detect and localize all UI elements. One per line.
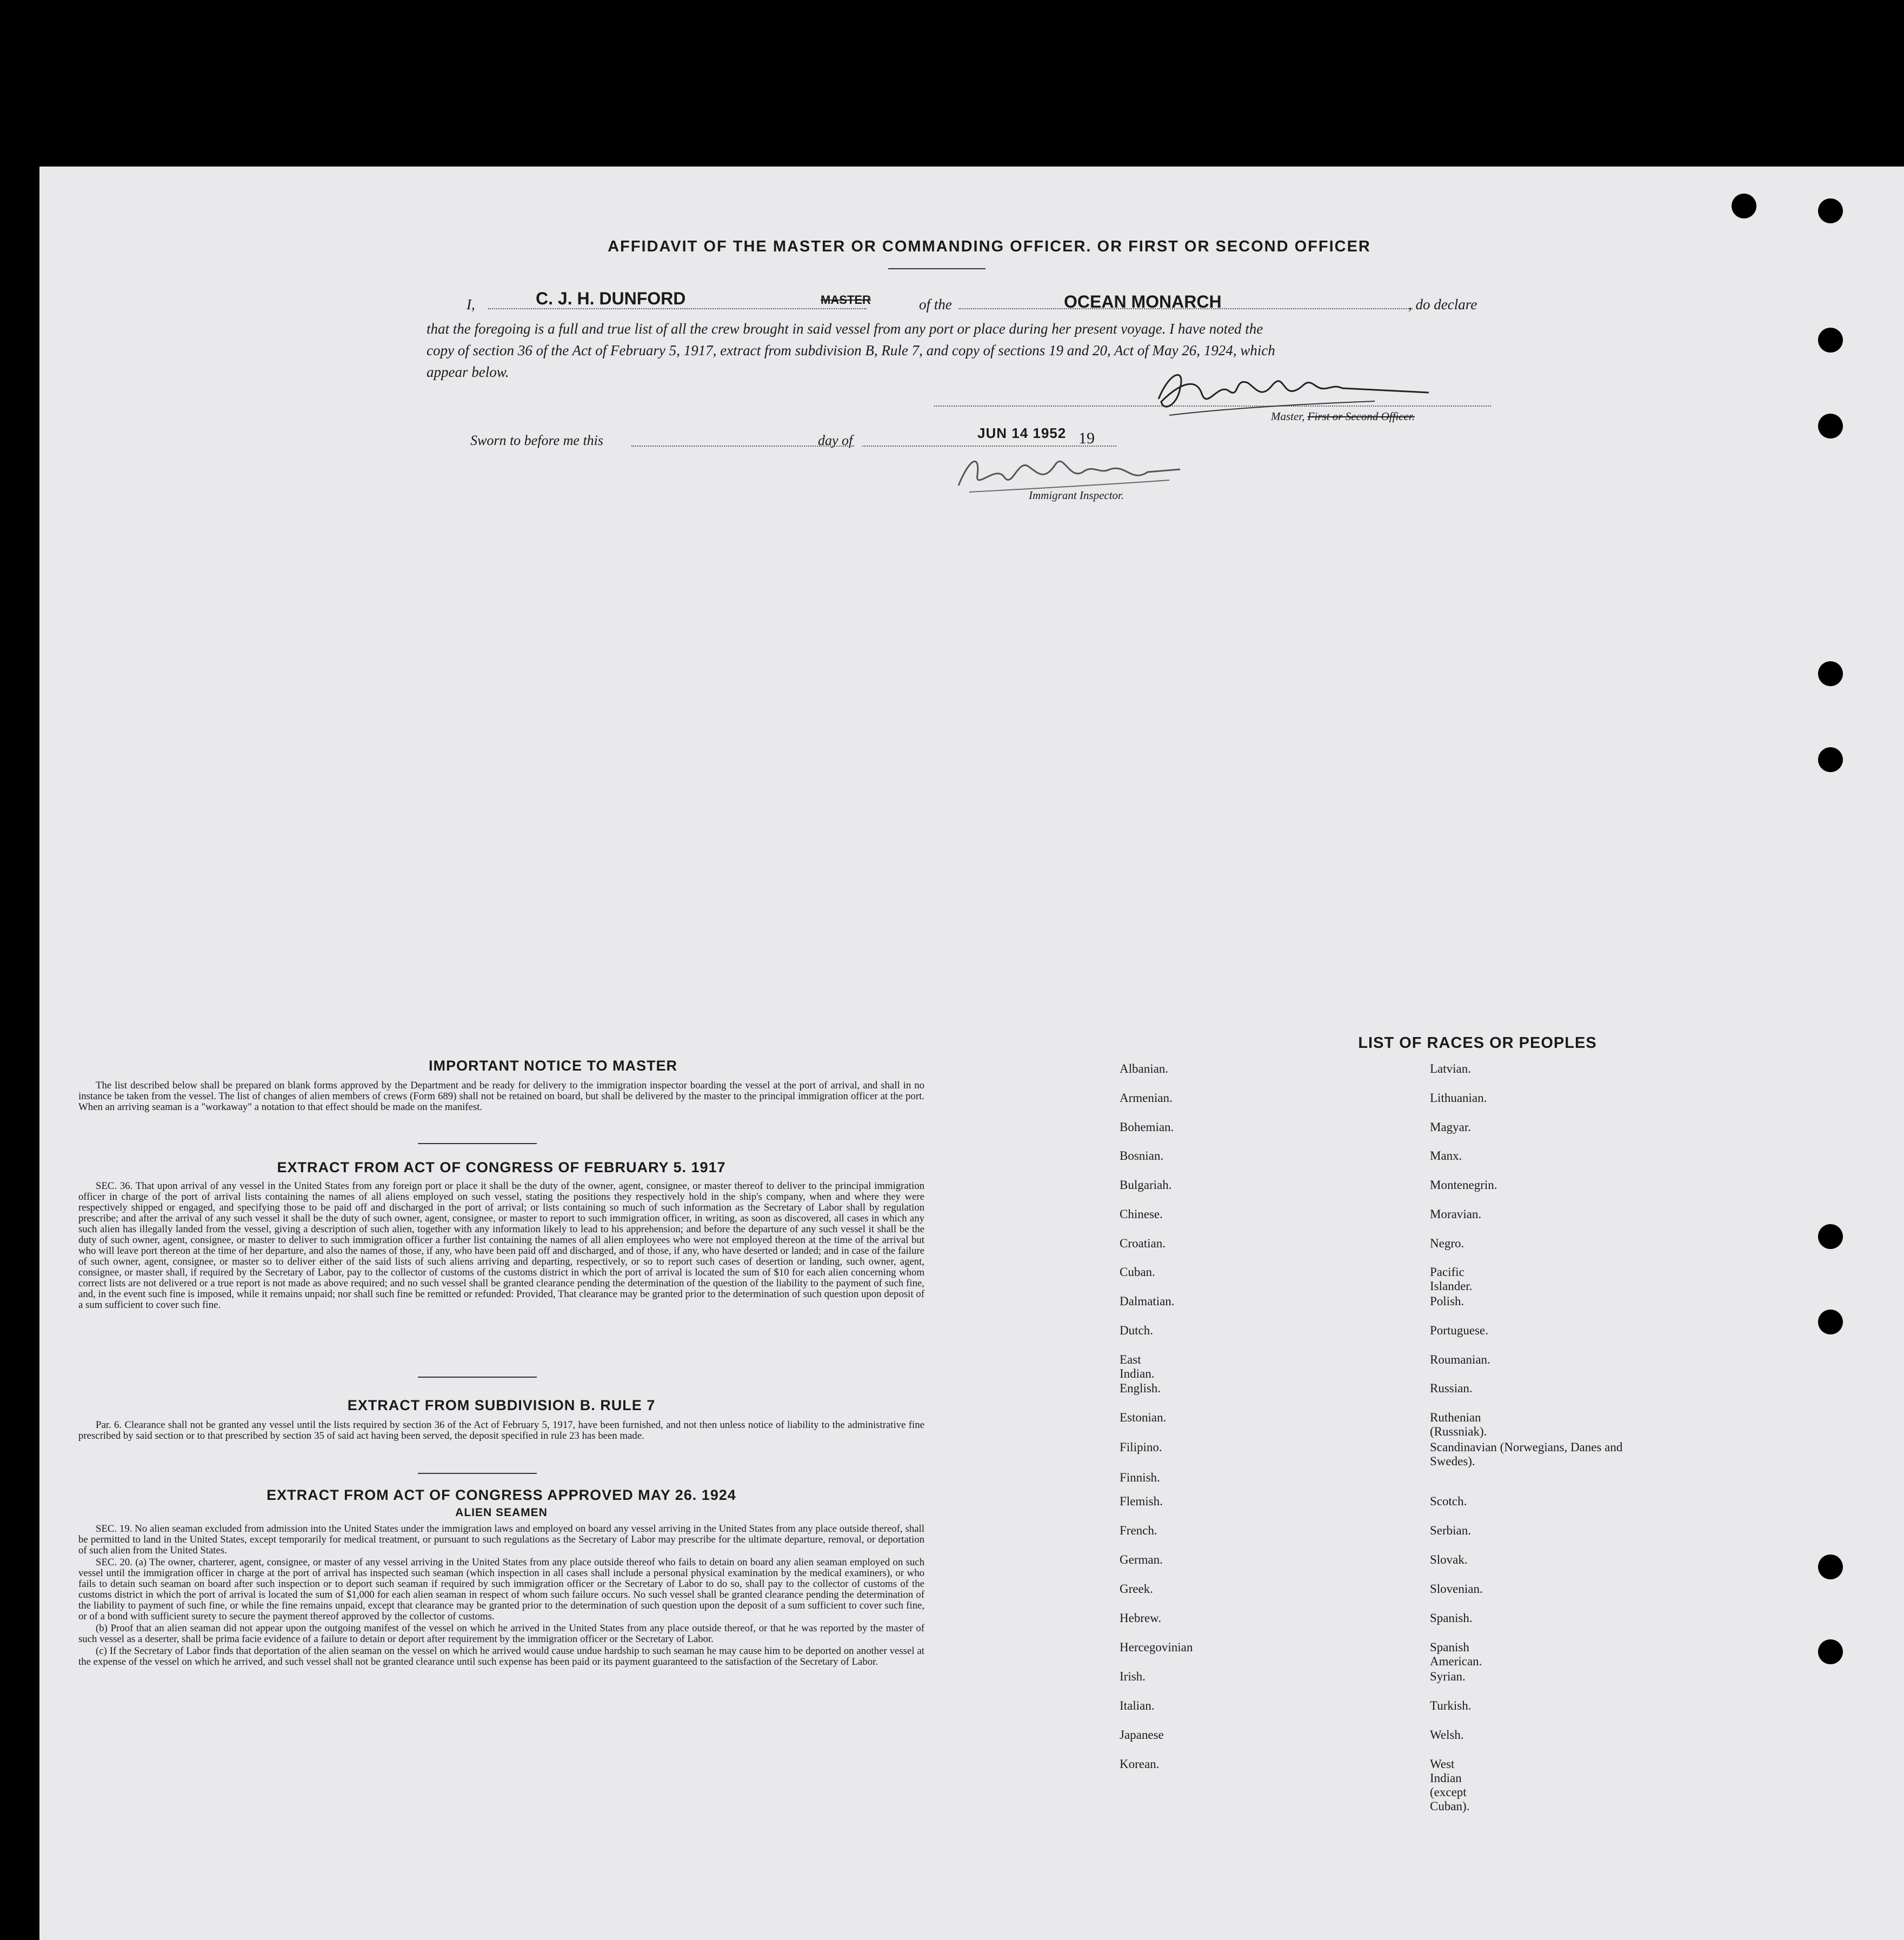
race-item: Korean. [1120, 1757, 1160, 1771]
race-item: Turkish. [1430, 1699, 1472, 1712]
affidavit-line-2: that the foregoing is a full and true list of all the crew brought in said vessel from any port or place during her present voyage. I have noted the [427, 321, 1263, 337]
race-item: Bosnian. [1120, 1149, 1164, 1162]
race-item: Flemish. [1120, 1494, 1163, 1508]
race-item: Russian. [1430, 1381, 1473, 1395]
race-item: Armenian. [1120, 1091, 1173, 1105]
race-item: Japanese [1120, 1728, 1164, 1742]
notice-text: The list described below shall be prepared on blank forms approved by the Department and be ready for delivery to the immigration inspector boarding the vessel at the port of arrival, and shall in no instance be taken from the vessel. The list of changes of alien members of crews (Form 689) shall not be retained on board, but shall be delivered by the master to the principal immigration officer at the port. When an arriving seaman is a "workaway" a notation to that effect should be made on the manifest. [78, 1080, 924, 1113]
extract-1924-sec19: SEC. 19. No alien seaman excluded from admission into the United States under the immigration laws and employed on board any vessel arriving in the United States from any place outside thereof, shall be permitted to land in the United States, except temporarily for medical treatment, or pursuant to such regulations as the Secretary of Labor may prescribe for the ultimate departure, removal, or deportation of such alien from the United States. [78, 1523, 924, 1556]
rule7-divider [418, 1473, 537, 1474]
race-item: Latvian. [1430, 1062, 1471, 1075]
race-item: Slovak. [1430, 1553, 1468, 1566]
race-item: Chinese. [1120, 1207, 1163, 1221]
race-item: Ruthenian (Russniak). [1430, 1411, 1487, 1438]
race-item: Polish. [1430, 1294, 1464, 1308]
struck-caption: First or Second Officer. [1307, 410, 1415, 423]
race-item: Estonian. [1120, 1411, 1167, 1424]
affidavit-lead: I, [467, 296, 475, 313]
race-item: Irish. [1120, 1670, 1146, 1683]
do-declare-text: , do declare [1408, 296, 1477, 313]
signature-caption [1271, 410, 1415, 423]
race-item: Dutch. [1120, 1324, 1153, 1337]
extract-1917-text: SEC. 36. That upon arrival of any vessel in the United States from any foreign port or place it shall be the duty of the owner, agent, consignee, or master thereof to deliver to the principal immigration officer in charge of the port of arrival lists containing the names of all aliens employed on such vessel, stating the positions they respectively hold in the ship's company, when and where they were respectively shipped or engaged, and specifying those to be paid off and discharged in the port of arrival; or lists containing so much of such information as the Secretary of Labor shall by regulation prescribe; and after the arrival of any such vessel it shall be the duty of such owner, agent, consignee, or master to report to such immigration officer, in writing, as soon as discovered, all cases in which any such alien has illegally landed from the vessel, giving a description of such alien, together with any information likely to lead to his apprehension; and before the departure of any such vessel it shall be the duty of such owner, agent, consignee, or master to deliver to such immigration officer a further list containing the names of all alien employees who were not employed thereon at the time of the arrival but who will leave port thereon at the time of her departure, and also the names of those, if any, who have been paid off and discharged, and of those, if any, who have deserted or landed; and in case of the failure of such owner, agent, consignee, or master so to deliver either of the said lists of such aliens arriving and departing, respectively, or so to report such cases of desertion or landing, such owner, agent, consignee, or master shall, if required by the Secretary of Labor, pay to the collector of customs of the customs district in which the port of arrival is located the sum of $10 for each alien concerning whom correct lists are not delivered or a true report is not made as above required; and no such vessel shall be granted clearance pending the determination of the question of the liability to the payment of such fine, and, in the event such fine is imposed, while it remains unpaid; nor shall such fine be remitted or refunded: Provided, That clearance may be granted prior to the determination of such question upon deposit of a sum sufficient to cover such fine. [78, 1180, 924, 1311]
extract-1924-sec20c: (c) If the Secretary of Labor finds that deportation of the alien seaman on the vessel on which he arrived would cause undue hardship to such seaman he may cause him to be deported on another vessel at the expense of the vessel on which he arrived, and such vessel shall not be granted clearance until such expense has been paid or its payment guaranteed to the satisfaction of the Secretary of Labor. [78, 1645, 924, 1667]
date-stamp: JUN 14 1952 [977, 425, 1067, 441]
race-item: Scotch. [1430, 1494, 1467, 1508]
master-name: C. J. H. DUNFORD [536, 289, 686, 308]
race-item: West Indian (except Cuban). [1430, 1757, 1470, 1813]
rule7-title: EXTRACT FROM SUBDIVISION B. RULE 7 [347, 1397, 656, 1413]
punch-hole [1818, 661, 1843, 686]
vessel-name: OCEAN MONARCH [1064, 292, 1222, 311]
race-item: Hebrew. [1120, 1611, 1162, 1625]
of-the-text: of the [919, 296, 952, 313]
extract-1924-subtitle: ALIEN SEAMEN [455, 1506, 548, 1519]
extract-1917-divider [418, 1377, 537, 1378]
punch-hole [1818, 1310, 1843, 1334]
punch-hole [1818, 1554, 1843, 1579]
race-item: Cuban. [1120, 1265, 1155, 1279]
race-item: Bohemian. [1120, 1120, 1174, 1134]
race-item: Syrian. [1430, 1670, 1466, 1683]
race-item: German. [1120, 1553, 1163, 1566]
punch-hole [1732, 194, 1756, 218]
notice-divider [418, 1143, 537, 1144]
punch-hole [1818, 328, 1843, 353]
punch-hole [1818, 747, 1843, 772]
race-item: Hercegovinian [1120, 1640, 1193, 1654]
day-of-text: day of [818, 433, 853, 448]
punch-hole [1818, 1224, 1843, 1249]
race-item: Italian. [1120, 1699, 1155, 1712]
race-item: Lithuanian. [1430, 1091, 1487, 1105]
extract-1917-title: EXTRACT FROM ACT OF CONGRESS OF FEBRUARY 5. 1917 [277, 1159, 726, 1175]
punch-hole [1818, 1639, 1843, 1664]
race-item: French. [1120, 1524, 1157, 1537]
punch-hole [1818, 198, 1843, 223]
race-item: Pacific Islander. [1430, 1265, 1473, 1293]
race-item: Scandinavian (Norwegians, Danes and Swedes). [1430, 1440, 1623, 1468]
year-prefix: 19 [1079, 429, 1095, 447]
extract-1924-sec20b: (b) Proof that an alien seaman did not appear upon the outgoing manifest of the vessel on which he arrived in the United States from any place outside thereof, or that he was reported by the master of such vessel as a deserter, shall be prima facie evidence of a failure to detain or deport after requirement by the immigration officer or the Secretary of Labor. [78, 1623, 924, 1645]
master-word: MASTER [821, 293, 871, 307]
race-item: Manx. [1430, 1149, 1462, 1162]
title-divider [888, 268, 986, 269]
race-item: Moravian. [1430, 1207, 1482, 1221]
extract-1924-title: EXTRACT FROM ACT OF CONGRESS APPROVED MAY 26. 1924 [267, 1487, 736, 1503]
punch-hole [1818, 414, 1843, 439]
race-item: Albanian. [1120, 1062, 1169, 1075]
race-item: Spanish American. [1430, 1640, 1482, 1668]
affidavit-line-4: appear below. [427, 364, 509, 380]
extract-1924-body [78, 1524, 924, 1669]
notice-title: IMPORTANT NOTICE TO MASTER [429, 1058, 677, 1074]
race-item: Montenegrin. [1430, 1178, 1497, 1192]
race-item: Finnish. [1120, 1471, 1160, 1484]
races-title: LIST OF RACES OR PEOPLES [1358, 1034, 1597, 1052]
race-item: Welsh. [1430, 1728, 1464, 1742]
rule7-text: Par. 6. Clearance shall not be granted any vessel until the lists required by section 36 of the Act of February 5, 1917, have been furnished, and not then unless notice of liability to the administrative fine prescribed by said section or to that prescribed by section 35 of said act having been served, the deposit specified in rule 23 has been made. [78, 1419, 924, 1441]
document-page [39, 167, 1904, 1940]
race-item: English. [1120, 1381, 1161, 1395]
sworn-text: Sworn to before me this [470, 433, 604, 448]
extract-1924-sec20a: SEC. 20. (a) The owner, charterer, agent, consignee, or master of any vessel arriving in the United States from any place outside thereof who fails to detain on board any alien seaman employed on such vessel until the immigration officer in charge at the port of arrival has inspected such seaman (which inspection in all cases shall include a personal physical examination by the medical examiners), or who fails to detain such seaman on board after such inspection or to deport such seaman if required by such immigration officer or the Secretary of Labor to do so, shall pay to the collector of customs of the customs district in which the port of arrival is located the sum of $1,000 for each alien seaman in respect of whom such failure occurs. No such vessel shall be granted clearance pending the determination of the liability to payment of such fine, or while the fine remains unpaid, except that clearance may be granted prior to the determination of such question upon the deposit of a sum sufficient to cover such fine, or of a bond with sufficient surety to secure the payment thereof approved by the collector of customs. [78, 1557, 924, 1622]
race-item: Slovenian. [1430, 1582, 1483, 1596]
affidavit-title: AFFIDAVIT OF THE MASTER OR COMMANDING OFFICER. OR FIRST OR SECOND OFFICER [608, 238, 1371, 255]
race-item: Portuguese. [1430, 1324, 1488, 1337]
race-item: Magyar. [1430, 1120, 1472, 1134]
master-caption: Master, [1271, 410, 1305, 423]
inspector-caption: Immigrant Inspector. [1029, 489, 1124, 502]
race-item: Roumanian. [1430, 1353, 1490, 1366]
race-item: Negro. [1430, 1237, 1464, 1250]
race-item: Serbian. [1430, 1524, 1472, 1537]
race-item: East Indian. [1120, 1353, 1155, 1380]
race-item: Bulgariah. [1120, 1178, 1172, 1192]
race-item: Greek. [1120, 1582, 1153, 1596]
race-item: Croatian. [1120, 1237, 1166, 1250]
race-item: Spanish. [1430, 1611, 1473, 1625]
race-item: Dalmatian. [1120, 1294, 1175, 1308]
race-item: Filipino. [1120, 1440, 1162, 1454]
affidavit-line-3: copy of section 36 of the Act of February 5, 1917, extract from subdivision B, Rule 7, and copy of sections 19 and 20, Act of May 26, 1924, which [427, 342, 1275, 358]
